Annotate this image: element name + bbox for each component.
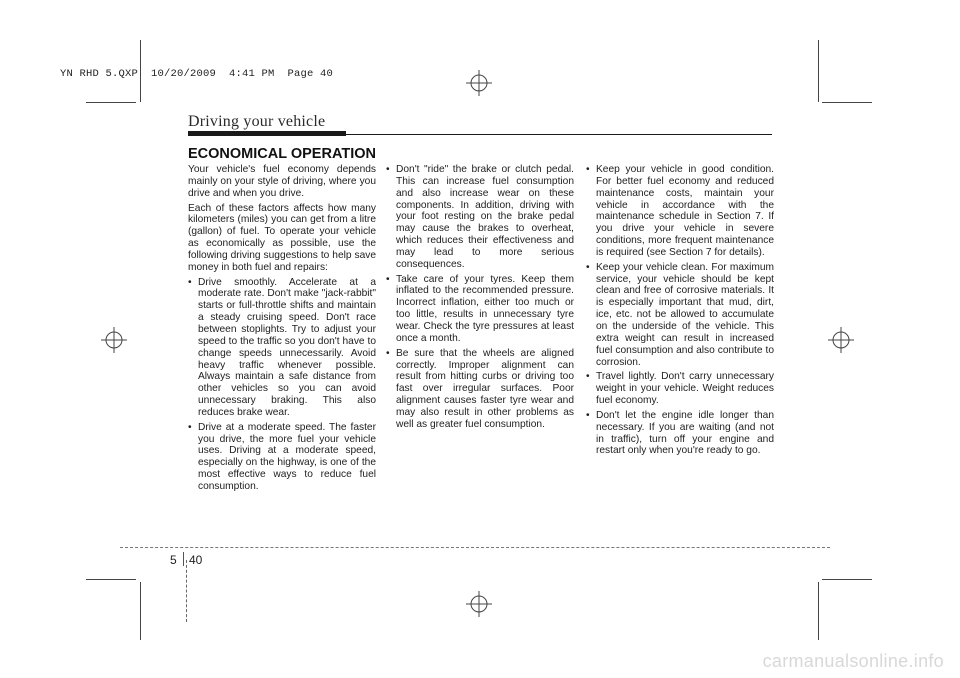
text-column-3 (586, 164, 774, 460)
list-item (188, 422, 376, 493)
list-item (586, 410, 774, 457)
bullet-icon: • (586, 261, 590, 273)
bullet-list (386, 164, 574, 431)
section-title: Driving your vehicle (188, 113, 326, 130)
list-item-text: Be sure that the wheels are aligned correctly. Improper alignment can result from hitting curbs or driving too fast over irregular surfaces. Poor alignment causes faster tyre wear and may also result in other problems as well as greater fuel consumption. (396, 347, 574, 430)
list-item-text: Don't "ride" the brake or clutch pedal. This can increase fuel consumption and also increase wear on these components. In addition, driving with your foot resting on the brake pedal may cause the brakes to overheat, which reduces their effectiveness and may lead to more serious consequences. (396, 164, 574, 270)
bullet-icon: • (188, 276, 192, 288)
text-column-1 (188, 164, 376, 496)
crop-mark (186, 560, 188, 622)
page-number-divider (183, 552, 184, 566)
list-item (386, 348, 574, 431)
list-item (586, 371, 774, 407)
list-item-text: Drive at a moderate speed. The faster you drive, the more fuel your vehicle uses. Driving at a moderate speed, especially on the highway, is one of the most effective ways to reduce fuel consumption. (198, 421, 376, 492)
text-column-2 (386, 164, 574, 434)
watermark: carmanualsonline.info (762, 651, 944, 671)
bullet-icon: • (586, 409, 590, 421)
list-item (586, 164, 774, 259)
registration-mark-icon (828, 327, 854, 353)
registration-mark-icon (466, 70, 492, 96)
list-item-text: Travel lightly. Don't carry unnecessary weight in your vehicle. Weight reduces fuel economy. (596, 371, 774, 407)
header-rule-thin (346, 134, 772, 135)
crop-mark (822, 102, 872, 103)
crop-mark (822, 579, 872, 580)
list-item (386, 274, 574, 345)
registration-mark-icon (466, 591, 492, 617)
list-item (386, 164, 574, 271)
paragraph: Your vehicle's fuel economy depends mainly on your style of driving, where you drive and when you drive. (188, 164, 376, 199)
bullet-icon: • (188, 421, 192, 433)
crop-mark (86, 102, 136, 103)
crop-mark (818, 582, 819, 640)
bullet-list (586, 164, 774, 457)
list-item-text: Keep your vehicle clean. For maximum service, your vehicle should be kept clean and free of corrosive materials. It is especially important that mud, dirt, ice, etc. not be allowed to accumulate on the underside of the vehicle. This extra weight can result in increased fuel consumption and also contribute to corrosion. (596, 261, 774, 368)
crop-mark (86, 579, 136, 580)
bullet-icon: • (386, 273, 390, 285)
print-slug: YN RHD 5.QXP 10/20/2009 4:41 PM Page 40 (60, 68, 334, 80)
list-item-text: Take care of your tyres. Keep them inflated to the recommended pressure. Incorrect inflation, either too much or too little, results in unnecessary tyre wear. Check the tyre pressures at least once a month. (396, 273, 574, 344)
bullet-icon: • (386, 347, 390, 359)
list-item (188, 277, 376, 419)
footer-rule (120, 547, 830, 548)
bullet-icon: • (386, 164, 390, 175)
paragraph: Each of these factors affects how many kilometers (miles) you can get from a litre (gallon) of fuel. To operate your vehicle as economically as possible, use the following driving suggestions to help save money in both fuel and repairs: (188, 202, 376, 273)
list-item (586, 262, 774, 369)
list-item-text: Drive smoothly. Accelerate at a moderate rate. Don't make "jack-rabbit" starts or full-throttle shifts and maintain a steady cruising speed. Don't race between stoplights. Try to adjust your speed to the traffic so you don't have to change speeds unnecessarily. Avoid heavy traffic whenever possible. Always maintain a safe distance from other vehicles so you can avoid unnecessary braking. This also reduces brake wear. (198, 276, 376, 418)
page-heading: ECONOMICAL OPERATION (188, 146, 376, 162)
list-item-text: Keep your vehicle in good condition. For better fuel economy and reduced maintenance costs, maintain your vehicle in accordance with the maintenance schedule in Section 7. If you drive your vehicle in severe conditions, more frequent maintenance is required (see Section 7 for details). (596, 164, 774, 258)
bullet-list (188, 277, 376, 493)
registration-mark-icon (101, 327, 127, 353)
list-item-text: Don't let the engine idle longer than necessary. If you are waiting (and not in traffic), turn off your engine and restart only when you're ready to go. (596, 409, 774, 457)
page-number: 40 (189, 553, 203, 567)
bullet-icon: • (586, 371, 590, 383)
chapter-number: 5 (170, 553, 177, 567)
header-rule-thick (188, 131, 346, 136)
crop-mark (818, 40, 819, 102)
crop-mark (140, 582, 141, 640)
bullet-icon: • (586, 164, 590, 175)
